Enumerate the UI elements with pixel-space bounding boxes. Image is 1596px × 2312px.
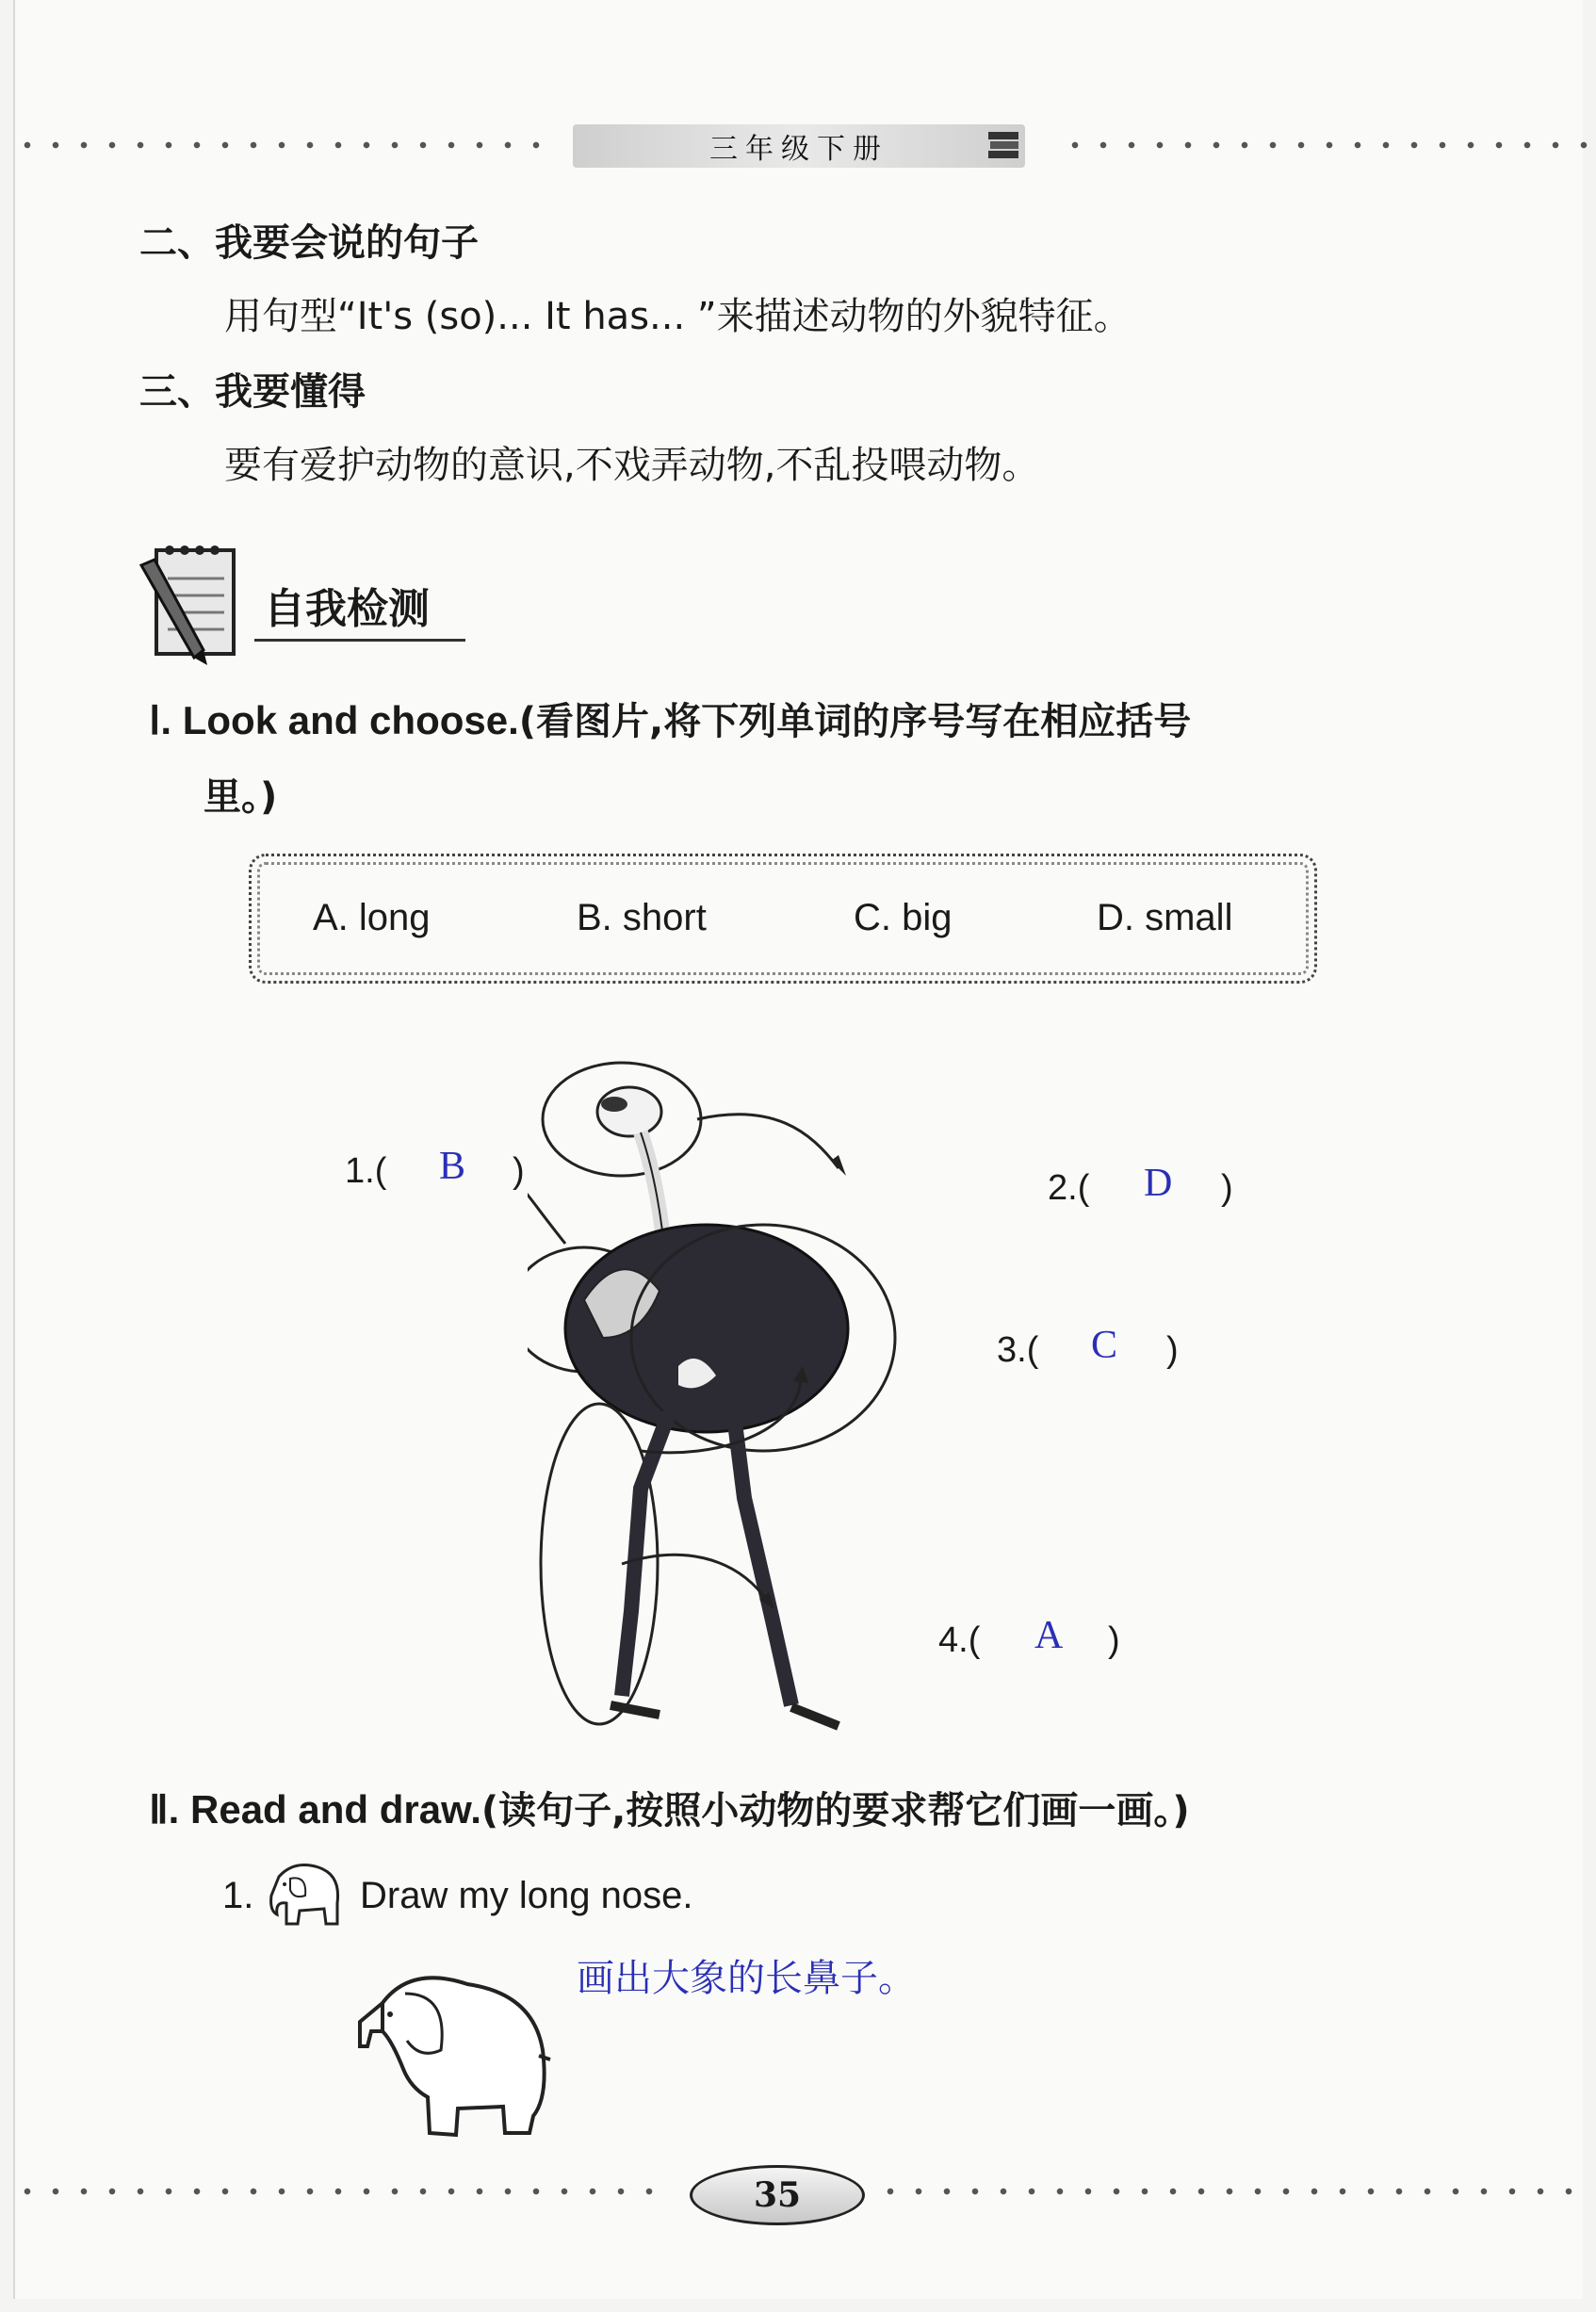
footer-dots-left: [13, 2188, 673, 2195]
word-option-a: A. long: [313, 897, 431, 938]
item1-close: ): [513, 1151, 525, 1191]
item3-answer: C: [1091, 1324, 1118, 1367]
part2-instruction: (读句子,按照小动物的要求帮它们画一画。): [480, 1789, 1190, 1832]
part2-title: [149, 1781, 1190, 1834]
selftest-title: 自我检测: [264, 585, 430, 633]
part2-title-en: Ⅱ. Read and draw.: [149, 1787, 481, 1832]
word-option-b: B. short: [577, 897, 707, 938]
item2-close: ): [1221, 1168, 1233, 1208]
item1-answer: B: [439, 1145, 466, 1188]
page-number: 35: [690, 2165, 865, 2225]
section2-body: 用句型“It's (so)... It has... ”来描述动物的外貌特征。: [224, 295, 1132, 338]
part1-title: [149, 692, 1191, 745]
elephant-drawing: [354, 1965, 558, 2144]
item3-close: ): [1166, 1330, 1179, 1370]
item4-label: 4.(: [938, 1620, 981, 1660]
notepad-pencil-icon: [138, 537, 251, 669]
selftest-underline: [254, 639, 465, 642]
item3-label: 3.(: [997, 1330, 1039, 1370]
item4-answer: A: [1034, 1614, 1064, 1657]
item2-label: 2.(: [1048, 1168, 1090, 1208]
item4-close: ): [1108, 1620, 1120, 1660]
section2-heading: 二、我要会说的句子: [139, 221, 479, 265]
section3-heading: 三、我要懂得: [139, 370, 366, 414]
footer-dots-right: [876, 2188, 1583, 2195]
part1-instruction: (看图片,将下列单词的序号写在相应括号: [518, 700, 1192, 743]
word-option-c: C. big: [854, 897, 953, 938]
item2-answer: D: [1144, 1162, 1173, 1205]
books-icon-right: [987, 126, 1019, 164]
part2-item1-answer: 画出大象的长鼻子。: [577, 1957, 916, 2000]
part1-instruction-line2: 里。): [204, 775, 278, 819]
item1-label: 1.(: [345, 1151, 387, 1191]
elephant-icon: [266, 1858, 345, 1929]
header-dots-left: [13, 141, 541, 149]
header-title: 三年级下册: [573, 124, 1025, 168]
word-option-d: D. small: [1097, 897, 1233, 938]
part2-item1-number: 1.: [222, 1875, 254, 1916]
header-dots-right: [1061, 141, 1588, 149]
part2-item1-text: Draw my long nose.: [360, 1875, 693, 1916]
section3-body: 要有爱护动物的意识,不戏弄动物,不乱投喂动物。: [224, 444, 1040, 487]
part1-title-en: Ⅰ. Look and choose.: [149, 698, 519, 742]
